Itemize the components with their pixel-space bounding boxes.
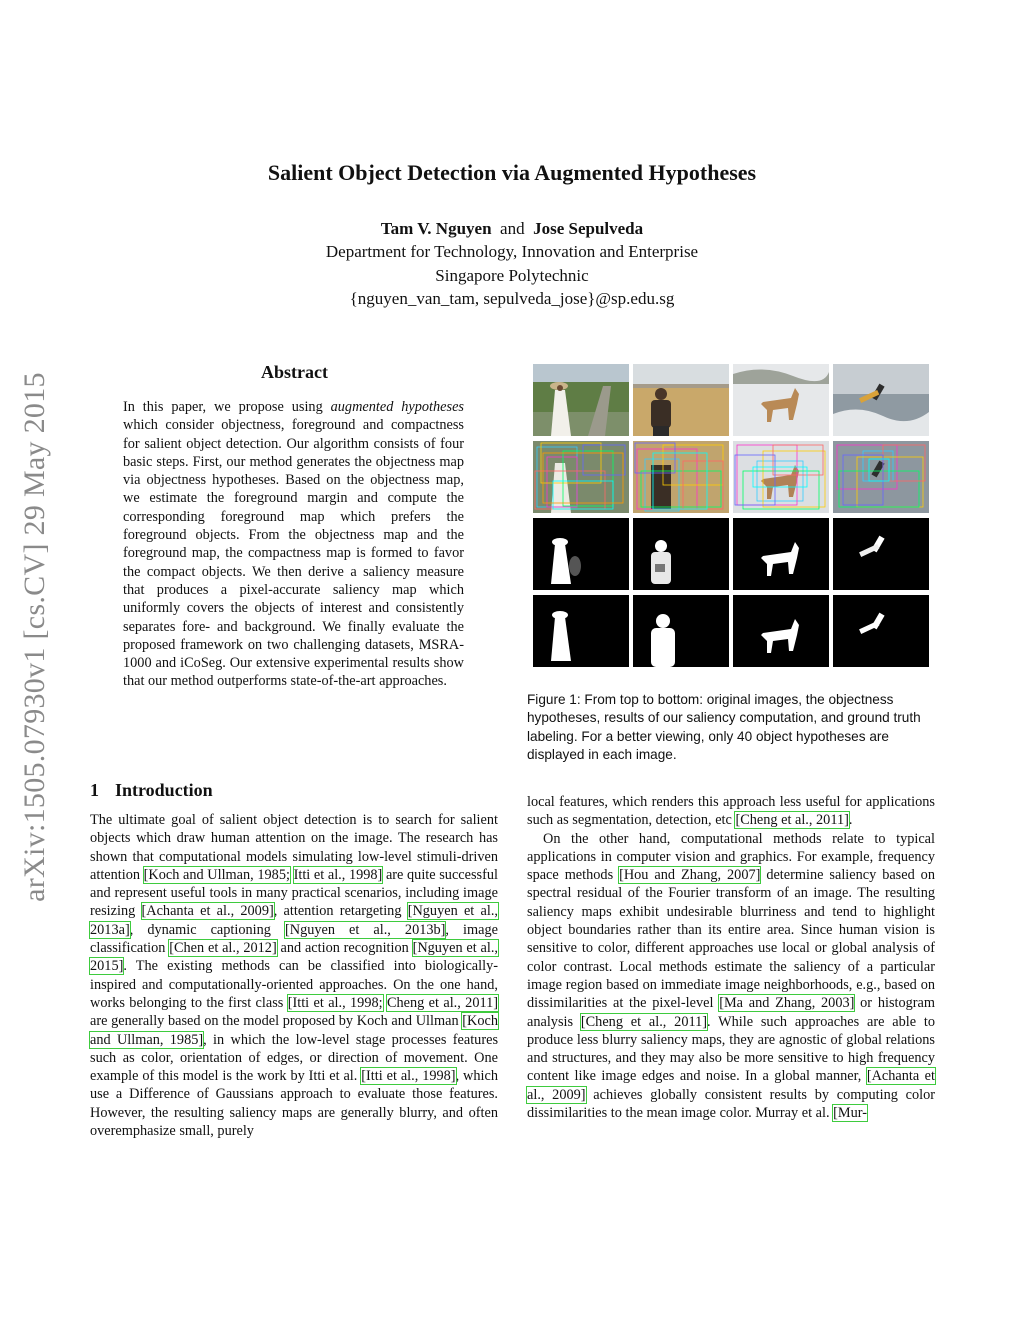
intro-column-left: [90, 811, 498, 1140]
original-image-man: [633, 364, 729, 436]
text-run: are generally based on the model proposed by Koch and Ullman: [90, 1013, 463, 1030]
author-line: [0, 219, 1024, 239]
saliency-map-kitesurfer: [833, 518, 929, 590]
abstract-text: which consider objectness, foreground and compactness for salient object detection. Our algorithm consists of four basic steps. First, our method generates the objectness map via objectness hypotheses. Based on the objectness map, we estimate the foreground margin and compute the corresponding foreground map which prefers the foreground objects. From the objectness map and the foreground map, the compactness map is formed to favor the compact objects. We then derive a saliency measure that produces a pixel-accurate saliency map which uniformly covers the objects of interest and consistently separates fore- and background. We finally evaluate the proposed framework on two challenging datasets, MSRA-1000 and iCoSeg. Our extensive experimental results show that our method outperforms state-of-the-art approaches.: [123, 417, 464, 690]
ground-truth-woman: [533, 595, 629, 667]
abstract-body: [123, 398, 464, 691]
citation-link[interactable]: [Chen et al., 2012]: [169, 940, 277, 957]
text-run: On the other hand, computational methods relate to typical applications in computer vision and graphics. For example, frequency space methods: [527, 830, 935, 884]
arxiv-stamp: arXiv:1505.07930v1 [cs.CV] 29 May 2015: [18, 372, 51, 902]
affiliation-emails: {nguyen_van_tam, sepulveda_jose}@sp.edu.sg: [349, 289, 675, 308]
text-run: , in which the low-level stage processes features such as color, orientation of edges, or direction of movement. One example of this model is the work by Itti et al.: [90, 1031, 499, 1085]
text-run: The ultimate goal of salient object detection is to search for salient objects which draw human attention on the image. The research has shown that computational models simulating low-level stimuli-driven attention: [90, 812, 498, 883]
text-run: , dynamic captioning: [129, 921, 285, 938]
citation-link[interactable]: [Itti et al., 1998;: [287, 994, 383, 1011]
original-image-kitesurfer: [833, 364, 929, 436]
paper-title: Salient Object Detection via Augmented Hypotheses: [267, 160, 757, 185]
citation-link[interactable]: [Achanta et al., 2009]: [141, 903, 274, 920]
citation-link[interactable]: [Mur-: [833, 1105, 867, 1122]
abstract-emphasis: augmented hypotheses: [330, 399, 464, 415]
citation-link[interactable]: [Koch and Ullman, 1985]: [90, 1013, 498, 1048]
ground-truth-man: [633, 595, 729, 667]
text-run: .: [848, 812, 853, 829]
affiliation-line-1: Department for Technology, Innovation and Enterprise: [325, 242, 699, 261]
text-run: and action recognition: [276, 940, 413, 957]
intro-column-right: [527, 793, 935, 1122]
section-number: 1: [90, 780, 99, 800]
citation-link[interactable]: [Nguyen et al., 2015]: [90, 940, 498, 975]
author-connector: and: [500, 219, 525, 238]
figure-1-caption: Figure 1: From top to bottom: original images, the objectness hypotheses, results of our saliency computation, and ground truth labeling. For a better viewing, only 40 object hypotheses are displayed in each image.: [527, 692, 921, 762]
author-2: Jose Sepulveda: [533, 219, 644, 238]
author-1: Tam V. Nguyen: [380, 219, 492, 238]
text-run: , image classification: [90, 921, 498, 957]
hypotheses-image-woman: [533, 441, 629, 513]
citation-link[interactable]: [Ma and Zhang, 2003]: [719, 995, 855, 1012]
text-run: local features, which renders this approach less useful for applications such as segmentation, detection, etc: [527, 794, 935, 829]
citation-link[interactable]: [Nguyen et al., 2013b]: [284, 921, 446, 938]
hypotheses-image-dog: [733, 441, 829, 513]
text-run: , attention retargeting: [273, 903, 408, 920]
citation-link[interactable]: [Achanta et al., 2009]: [527, 1068, 935, 1103]
section-heading-introduction: [90, 780, 213, 801]
text-run: are quite successful and represent useful tools in many practical scenarios, including image resizing: [90, 866, 498, 920]
text-run: . While such approaches are able to produce less blurry saliency maps, they are agnostic of global relations and structures, and they may also be more sensitive to high frequency content like image edges and noise. In a global manner,: [527, 1013, 935, 1085]
section-title: Introduction: [115, 780, 213, 800]
citation-link[interactable]: [Cheng et al., 2011]: [735, 812, 849, 829]
affiliation-line-2: Singapore Polytechnic: [435, 266, 589, 285]
saliency-map-dog: [733, 518, 829, 590]
hypotheses-image-man: [633, 441, 729, 513]
original-image-woman: [533, 364, 629, 436]
citation-link[interactable]: Cheng et al., 2011]: [386, 994, 499, 1011]
text-run: or histogram analysis: [527, 995, 936, 1030]
citation-link[interactable]: Itti et al., 1998]: [293, 866, 383, 883]
text-run: achieves globally consistent results by computing color dissimilarities to the mean image color. Murray et al.: [527, 1086, 935, 1122]
figure-1-grid: [533, 364, 929, 666]
citation-link[interactable]: [Nguyen et al., 2013a]: [90, 903, 498, 938]
abstract-heading: Abstract: [261, 362, 328, 382]
ground-truth-kitesurfer: [833, 595, 929, 667]
paragraph: [527, 830, 935, 1123]
hypotheses-image-kitesurfer: [833, 441, 929, 513]
ground-truth-dog: [733, 595, 829, 667]
original-image-dog: [733, 364, 829, 436]
saliency-map-man: [633, 518, 729, 590]
text-run: , which use a Difference of Gaussians approach to evaluate those features. However, the resulting saliency maps are generally blurry, and often overemphasize small, purely: [90, 1068, 498, 1140]
abstract-intro: In this paper, we propose using: [123, 399, 331, 415]
saliency-map-woman: [533, 518, 629, 590]
citation-link[interactable]: [Cheng et al., 2011]: [580, 1013, 707, 1030]
citation-link[interactable]: [Hou and Zhang, 2007]: [619, 867, 761, 884]
citation-link[interactable]: [Koch and Ullman, 1985;: [143, 866, 290, 883]
text-run: determine saliency based on spectral residual of the Fourier transform of an image. The resulting saliency maps exhibit undesirable blurriness and tend to highlight object boundaries rather than its entire area. Since human vision is sensitive to color, different approaches use local or global analysis of color contrast. Local methods estimate the saliency of a particular image region based on immediate image neighborhoods, e.g., based on dissimilarities at the pixel-level: [527, 867, 935, 1012]
text-run: . The existing methods can be classified into biologically-inspired and computationally-oriented approaches. On the one hand, works belonging to the first class: [90, 958, 498, 1011]
citation-link[interactable]: [Itti et al., 1998]: [361, 1068, 456, 1085]
